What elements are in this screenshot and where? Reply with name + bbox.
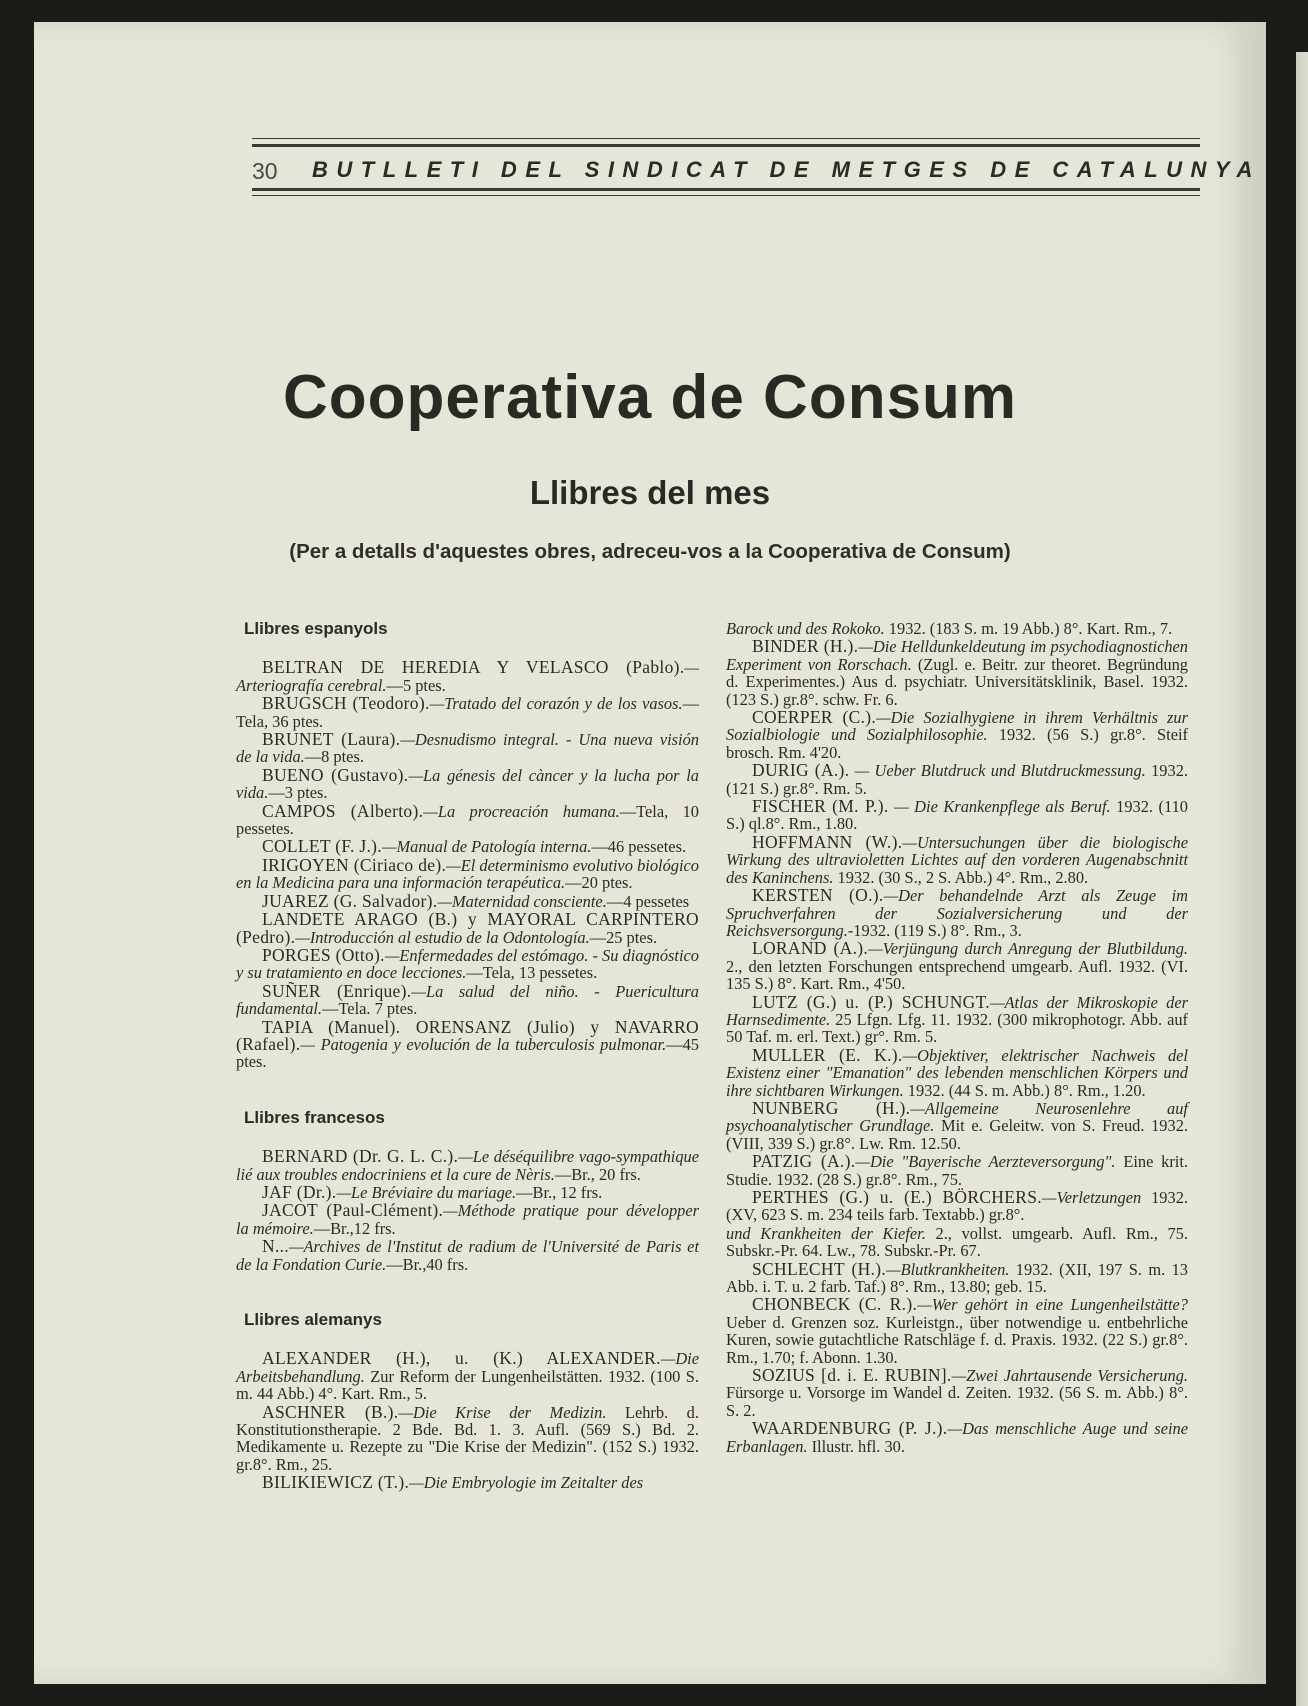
entry-title: —La génesis del càncer y la lucha por la vida. xyxy=(236,765,700,803)
entry-author: BERNARD (Dr. G. L. C.). xyxy=(262,1146,459,1167)
book-entry xyxy=(726,940,1188,992)
entry-author: CAMPOS (Alberto). xyxy=(262,800,424,821)
entry-details: 1932. (110 S.) ql.8°. Rm., 1.80. xyxy=(726,797,1188,834)
entry-title: —Die Embryologie im Zeitalter des xyxy=(409,1473,644,1493)
section-german xyxy=(236,1350,699,1491)
entry-author: BUENO (Gustavo). xyxy=(262,764,409,785)
entry-details: 2., vollst. umgearb. Aufl. Rm., 75. Subskr.-Pr. 64. Lw., 78. Subskr.-Pr. 67. xyxy=(726,1223,1188,1261)
left-column xyxy=(236,620,699,1493)
book-entry xyxy=(726,1097,1188,1153)
book-entry xyxy=(236,944,699,983)
entry-author: WAARDENBURG (P. J.). xyxy=(752,1418,948,1439)
entry-author: SUÑER (Enrique). xyxy=(262,980,412,1001)
entry-author: DURIG (A.). xyxy=(752,760,850,781)
book-entry xyxy=(236,1350,699,1402)
entry-title: —Verletzungen xyxy=(1041,1188,1142,1207)
entry-details: —8 ptes. xyxy=(304,747,364,767)
entry-title: —Archives de l'Institut de radium de l'Université de Paris et de la Fondation Curie. xyxy=(236,1237,699,1274)
entry-details: —5 ptes. xyxy=(386,675,446,695)
entry-details: 1932. (XII, 197 S. m. 13 Abb. i. T. u. 2 farb. Taf.) 8°. Rm., 13.80; geb. 15. xyxy=(726,1259,1188,1297)
entry-details: —Tela. 7 ptes. xyxy=(322,999,418,1019)
book-entry xyxy=(726,709,1188,761)
entry-title: —Verjüngung durch Anregung der Blutbildung. xyxy=(868,939,1188,959)
book-entry xyxy=(236,1238,699,1273)
entry-details: —Tela, 10 pessetes. xyxy=(236,801,700,839)
entry-title: —Objektiver, elektrischer Nachweis del Existenz einer "Emanation" des lebenden menschlichen Körpers und ihre sichtbaren Wirkungen. xyxy=(726,1045,1188,1100)
entry-details: -1932. (119 S.) 8°. Rm., 3. xyxy=(847,920,1022,940)
book-entry xyxy=(726,991,1188,1047)
entry-author: LUTZ (G.) u. (P.) SCHUNGT. xyxy=(752,991,990,1012)
entry-author: PERTHES (G.) u. (E.) BÖRCHERS. xyxy=(752,1187,1042,1207)
entry-title: —Atlas der Mikroskopie der Harnsedimente. xyxy=(726,992,1188,1029)
book-entry xyxy=(726,1189,1188,1224)
book-entry xyxy=(236,695,699,730)
book-entry xyxy=(236,659,699,694)
entry-title: —Zwei Jahrtausende Versicherung. xyxy=(951,1366,1188,1386)
book-entry xyxy=(726,638,1188,708)
entry-details: —Br.,40 frs. xyxy=(386,1254,469,1274)
contact-note: (Per a detalls d'aquestes obres, adreceu-vos a la Cooperativa de Consum) xyxy=(289,540,1011,563)
entry-details: —Tela, 36 ptes. xyxy=(236,694,699,731)
entry-author: BRUGSCH (Teodoro). xyxy=(262,693,430,714)
entry-author: BILIKIEWICZ (T.). xyxy=(262,1472,410,1493)
entry-title: —Desnudismo integral. - Una nueva visión de la vida. xyxy=(236,730,699,767)
entry-author: FISCHER (M. P.). xyxy=(752,796,889,817)
entry-title: —Die "Bayerische Aerzteversorgung". xyxy=(855,1152,1116,1172)
entry-title: —Enfermedades del estómago. - Su diagnóstico y su tratamiento en doce lecciones. xyxy=(236,945,699,983)
entry-title: —Arteriografía cerebral. xyxy=(236,658,699,695)
book-entry xyxy=(236,890,699,911)
page-title: Cooperativa de Consum xyxy=(282,363,1018,432)
book-entry xyxy=(726,887,1188,939)
section-spanish xyxy=(236,659,699,1070)
entry-author: BELTRAN DE HEREDIA Y VELASCO (Pablo). xyxy=(262,657,685,678)
entry-details: Mit e. Geleitw. von S. Freud. 1932. (VIII, 339 S.) gr.8°. Lw. Rm. 12.50. xyxy=(726,1116,1188,1153)
book-entry xyxy=(726,1420,1188,1455)
page-edge xyxy=(1296,52,1308,1706)
book-entry xyxy=(726,1367,1188,1419)
entry-author: LORAND (A.). xyxy=(752,938,869,959)
entry-details: —4 pessetes xyxy=(606,891,690,911)
entry-title: —Méthode pratique pour développer la mémoire. xyxy=(236,1201,699,1238)
entry-author: SCHLECHT (H.). xyxy=(752,1258,887,1279)
entry-title: —Wer gehört in eine Lungenheilstätte? xyxy=(917,1295,1188,1315)
running-head xyxy=(252,138,1261,208)
entry-author: BRUNET (Laura). xyxy=(262,729,401,750)
entry-author: NUNBERG (H.). xyxy=(752,1097,911,1118)
entry-details: —3 ptes. xyxy=(268,783,328,803)
entry-author: CHONBECK (C. R.). xyxy=(752,1294,918,1315)
entry-title: —Le Bréviaire du mariage. xyxy=(336,1182,517,1202)
entry-title: —Der behandelnde Arzt als Zeuge im Spruchverfahren der Sozialversicherung und der Reichsversorgung. xyxy=(726,886,1188,940)
entry-title: —Die Helldunkeldeutung im psychodiagnostichen Experiment von Rorschach. xyxy=(726,637,1189,674)
entry-details: 1932. (44 S. m. Abb.) 8°. Rm., 1.20. xyxy=(903,1080,1146,1100)
book-entry xyxy=(236,1148,699,1183)
entry-title: —Tratado del corazón y de los vasos. xyxy=(429,694,683,714)
entry-title: —Untersuchungen über die biologische Wirkung des ultravioletten Lichtes auf den vorderen Augenabschnitt des Kaninchens. xyxy=(726,832,1189,887)
book-entry xyxy=(236,911,699,946)
section-heading-german: Llibres alemanys xyxy=(244,1310,382,1329)
entry-title: —El determinismo evolutivo biológico en la Medicina para una información terapéutica. xyxy=(236,855,699,893)
entry-title: —La procreación humana. xyxy=(423,801,620,821)
book-entry xyxy=(236,764,700,803)
entry-details: —Br., 12 frs. xyxy=(516,1182,603,1202)
entry-details: 25 Lfgn. Lfg. 11. 1932. (300 mikrophotogr. Abb. auf 50 Taf. m. erl. Text.) gr°. Rm. 5. xyxy=(726,1009,1188,1047)
entry-details: 1932. (121 S.) gr.8°. Rm. 5. xyxy=(726,761,1188,798)
entry-author: JAF (Dr.). xyxy=(262,1181,337,1202)
entry-title: — Ueber Blutdruck und Blutdruckmessung. xyxy=(849,761,1146,781)
entry-title: — Patogenia y evolución de la tuberculosis pulmonar. xyxy=(300,1034,667,1054)
section-french xyxy=(236,1148,699,1273)
book-entry xyxy=(726,798,1188,833)
entry-details: 1932. (56 S.) gr.8°. Steif brosch. Rm. 4'20. xyxy=(726,725,1188,762)
book-entry xyxy=(236,838,699,855)
entry-author: JACOT (Paul-Clément). xyxy=(262,1200,444,1221)
entry-title: —Allgemeine Neurosenlehre auf psychoanalytischer Grundlage. xyxy=(726,1098,1188,1136)
german-entries-continued xyxy=(726,638,1188,1455)
page xyxy=(34,22,1266,1684)
entry-details: —25 ptes. xyxy=(589,927,658,947)
entry-title: und Krankheiten der Kiefer. xyxy=(726,1223,926,1243)
entry-details: 1932. (XV, 623 S. m. 234 teils farb. Textabb.) gr.8°. xyxy=(726,1188,1188,1225)
entry-author: TAPIA (Manuel). ORENSANZ (Julio) y NAVARRO (Rafael). xyxy=(236,1016,699,1054)
entry-author: COERPER (C.). xyxy=(752,707,877,728)
entry-title: —Maternidad consciente. xyxy=(437,891,607,911)
entry-author: COLLET (F. J.). xyxy=(262,836,382,857)
book-entry xyxy=(236,854,699,893)
section-heading-french: Llibres francesos xyxy=(244,1107,385,1127)
entry-details: Eine krit. Studie. 1932. (28 S.) gr.8°. Rm., 75. xyxy=(726,1152,1189,1189)
book-entry xyxy=(236,1401,699,1474)
entry-details: Illustr. hfl. 30. xyxy=(807,1436,905,1456)
entry-title: —Die Sozialhygiene in ihrem Verhältnis zur Sozialbiologie und Sozialphilosophie. xyxy=(726,708,1188,745)
entry-details: (Zugl. e. Beitr. zur theoret. Begründung d. Experimentes.) Aus d. psychiatr. Universitätsklinik, Basel. 1932. (123 S.) gr.8°. schw. Fr. 6. xyxy=(726,654,1188,709)
entry-details: —Br.,12 frs. xyxy=(313,1218,396,1238)
book-entry xyxy=(236,1474,699,1491)
entry-title: —Die Arbeitsbehandlung. xyxy=(236,1349,699,1386)
entry-title: —Blutkrankheiten. xyxy=(886,1259,1010,1279)
entry-author: N... xyxy=(262,1236,289,1257)
journal-name: BUTLLETI DEL SINDICAT DE METGES DE CATALUNYA xyxy=(312,157,1261,182)
book-entry xyxy=(236,980,699,1019)
entry-author: BINDER (H.). xyxy=(752,636,859,657)
entry-author: IRIGOYEN (Ciriaco de). xyxy=(262,854,447,875)
entry-title: —Die Krise der Medizin. xyxy=(398,1402,607,1422)
entry-author: SOZIUS [d. i. E. RUBIN]. xyxy=(752,1365,952,1386)
entry-details: —Tela, 13 pessetes. xyxy=(466,963,598,983)
entry-title: — Die Krankenpflege als Beruf. xyxy=(888,797,1111,817)
book-entry xyxy=(726,1225,1188,1260)
book-entry xyxy=(726,1296,1188,1366)
section-heading-spanish: Llibres espanyols xyxy=(244,619,388,638)
entry-author: LANDETE ARAGO (B.) y MAYORAL CARPINTERO (Pedro). xyxy=(236,909,699,947)
entry-author: JUAREZ (G. Salvador). xyxy=(262,890,438,911)
entry-author: ALEXANDER (H.), u. (K.) ALEXANDER. xyxy=(262,1348,661,1369)
page-subtitle: Llibres del mes xyxy=(529,474,771,511)
entry-author: PORGES (Otto). xyxy=(262,944,385,965)
entry-title: —Das menschliche Auge und seine Erbanlagen. xyxy=(726,1419,1189,1456)
entry-details: Fürsorge u. Vorsorge im Wandel d. Zeiten. 1932. (56 S. m. Abb.) 8°. S. 2. xyxy=(726,1383,1188,1420)
entry-title: —Introducción al estudio de la Odontología. xyxy=(295,927,590,947)
entry-title: —La salud del niño. - Puericultura fundamental. xyxy=(236,981,699,1019)
book-entry xyxy=(726,1153,1188,1188)
entry-details: —Br., 20 frs. xyxy=(554,1164,641,1184)
continued-entry: Barock und des Rokoko. 1932. (183 S. m. 19 Abb.) 8°. Kart. Rm., 7. xyxy=(726,619,1173,638)
entry-author: PATZIG (A.). xyxy=(752,1151,856,1172)
entry-details: —46 pessetes. xyxy=(591,837,687,857)
entry-author: ASCHNER (B.). xyxy=(262,1401,399,1422)
entry-details: —20 ptes. xyxy=(565,873,633,893)
entry-author: HOFFMANN (W.). xyxy=(752,831,903,852)
book-entry xyxy=(236,800,700,839)
book-entry xyxy=(726,1258,1188,1297)
entry-details: —45 ptes. xyxy=(236,1034,699,1072)
book-entry xyxy=(236,1016,699,1072)
entry-author: KERSTEN (O.). xyxy=(752,885,884,906)
book-entry xyxy=(236,731,699,766)
book-entry xyxy=(726,762,1188,797)
entry-title: —Manual de Patología interna. xyxy=(381,837,592,857)
book-entry xyxy=(236,1202,699,1237)
entry-details: Lehrb. d. Konstitutionstherapie. 2 Bde. Bd. 1. 3. Aufl. (569 S.) Bd. 2. Medikamente u. Rezepte zu "Die Krise der Medizin". (152 S.) 1932. gr.8°. Rm., 25. xyxy=(236,1402,699,1474)
book-entry xyxy=(236,1181,699,1202)
book-entry xyxy=(726,1044,1188,1100)
entry-title: —Le déséquilibre vago-sympathique lié aux troubles endocriniens et la cure de Nèris. xyxy=(236,1147,699,1184)
page-number: 30 xyxy=(252,158,278,184)
entry-details: Zur Reform der Lungenheilstätten. 1932. (100 S. m. 44 Abb.) 4°. Kart. Rm., 5. xyxy=(236,1366,699,1404)
right-column xyxy=(726,620,1188,1456)
book-entry xyxy=(726,831,1189,887)
entry-author: MULLER (E. K.). xyxy=(752,1044,903,1065)
entry-details: Ueber d. Grenzen soz. Kurleistgn., über notwendige u. entbehrliche Kuren, sowie gutachtliche Ratschläge f. d. Praxis. 1932. (22 S.) gr.8°. Rm., 1.70; f. Abonn. 1.30. xyxy=(726,1312,1188,1367)
entry-details: 2., den letzten Forschungen entsprechend umgearb. Aufl. 1932. (VI. 135 S.) 8°. Kart. Rm., 4'50. xyxy=(726,956,1188,994)
entry-details: 1932. (30 S., 2 S. Abb.) 4°. Rm., 2.80. xyxy=(833,867,1089,887)
